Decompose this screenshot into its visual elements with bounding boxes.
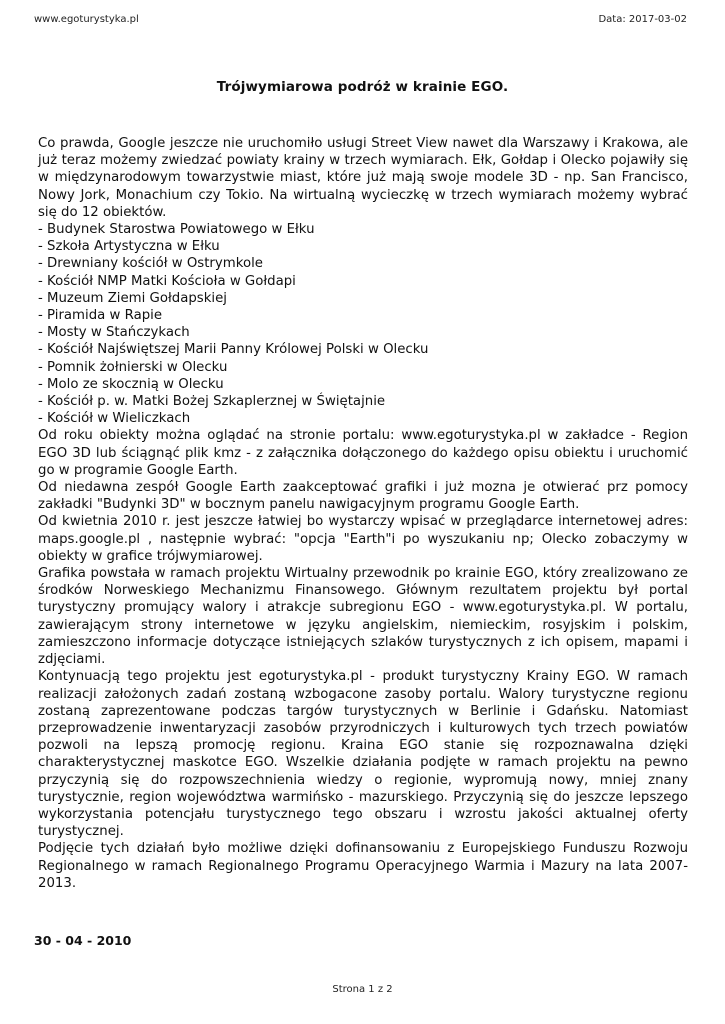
list-item: - Muzeum Ziemi Gołdapskiej <box>38 290 227 306</box>
paragraph: Od niedawna zespół Google Earth zaakceptować grafiki i już mozna je otwierać prz pomocy zakładki "Budynki 3D" w bocznym panelu nawigacyjnym programu Google Earth. <box>38 480 688 513</box>
paragraph: Od kwietnia 2010 r. jest jeszcze łatwiej bo wystarczy wpisać w przeglądarce internetowej adres: maps.google.pl , następnie wybrać: "opcja "Earth"i po wyszukaniu np; Olecko zobaczymy w obiekty w grafice trójwymiarowej. <box>38 514 688 564</box>
list-item: - Mosty w Stańczykach <box>38 325 190 341</box>
paragraph: Grafika powstała w ramach projektu Wirtualny przewodnik po krainie EGO, który zrealizowano ze środków Norweskiego Mechanizmu Finansowego. Głównym rezultatem projektu był portal turystyczny promujący walory i atrakcje subregionu EGO - www.egoturystyka.pl. W portalu, zawierającym strony internetowe w języku angielskim, niemieckim, rosyjskim i polskim, zamieszczono informacje dotyczące istniejących szlaków turystycznych z ich opisem, mapami i zdjęciami. <box>38 566 688 668</box>
header-date: Data: 2017-03-02 <box>598 14 687 25</box>
paragraph: Od roku obiekty można oglądać na stronie portalu: www.egoturystyka.pl w zakładce - Region EGO 3D lub ściągnąć plik kmz - z załącznika dołączonego do każdego opisu obiektu i uruchomić go w programie Google Earth. <box>38 428 688 478</box>
paragraph: Kontynuacją tego projektu jest egoturystyka.pl - produkt turystyczny Krainy EGO. W ramach realizacji założonych zadań zostaną wzbogacone zasoby portalu. Walory turystyczne regionu zostaną zaprezentowane podczas targów turystycznych w Berlinie i Gdańsku. Natomiast przeprowadzenie inwentaryzacji zasobów przyrodniczych i kulturowych tych trzech powiatów pozwoli na lepszą promocję regionu. Kraina EGO stanie się rozpoznawalna dzięki charakterystycznej maskotce EGO. Wszelkie działania podjęte w ramach projektu na pewno przyczynią się do rozpowszechnienia wiedzy o regionie, wypromują nowy, mniej znany turystycznie, region województwa warmińsko - mazurskiego. Przyczynią się do jeszcze lepszego wykorzystania potencjału turystycznego tego obszaru i wzrostu jakości aktualnej oferty turystycznej. <box>38 669 688 840</box>
list-item: - Kościół Najświętszej Marii Panny Królowej Polski w Olecku <box>38 342 429 358</box>
list-item: - Budynek Starostwa Powiatowego w Ełku <box>38 222 315 238</box>
list-item: - Kościół p. w. Matki Bożej Szkaplerznej w Świętajnie <box>38 394 386 410</box>
article-title: Trójwymiarowa podróż w krainie EGO. <box>216 79 509 95</box>
page-number: Strona 1 z 2 <box>332 984 393 995</box>
list-item: - Kościół NMP Matki Kościoła w Gołdapi <box>38 273 296 289</box>
header-site: www.egoturystyka.pl <box>34 14 139 25</box>
list-item: - Szkoła Artystyczna w Ełku <box>38 239 220 255</box>
list-item: - Drewniany kościół w Ostrymkole <box>38 256 263 272</box>
list-item: - Pomnik żołnierski w Olecku <box>38 359 228 375</box>
article-date: 30 - 04 - 2010 <box>34 933 132 948</box>
paragraph: Podjęcie tych działań było możliwe dzięki dofinansowaniu z Europejskiego Funduszu Rozwoju Regionalnego w ramach Regionalnego Programu Operacyjnego Warmia i Mazury na lata 2007-2013. <box>38 841 688 891</box>
intro-paragraph: Co prawda, Google jeszcze nie uruchomiło usługi Street View nawet dla Warszawy i Krakowa, ale już teraz możemy zwiedzać powiaty krainy w trzech wymiarach. Ełk, Gołdap i Olecko pojawiły się w międzynarodowym towarzystwie miast, które już mają swoje modele 3D - np. San Francisco, Nowy Jork, Monachium czy Tokio. Na wirtualną wycieczkę w trzech wymiarach możemy wybrać się do 12 obiektów. <box>38 136 688 220</box>
article-body <box>38 135 688 892</box>
list-item: - Kościół w Wieliczkach <box>38 411 191 427</box>
list-item: - Piramida w Rapie <box>38 308 163 324</box>
list-item: - Molo ze skocznią w Olecku <box>38 376 224 392</box>
objects-list <box>38 221 688 427</box>
